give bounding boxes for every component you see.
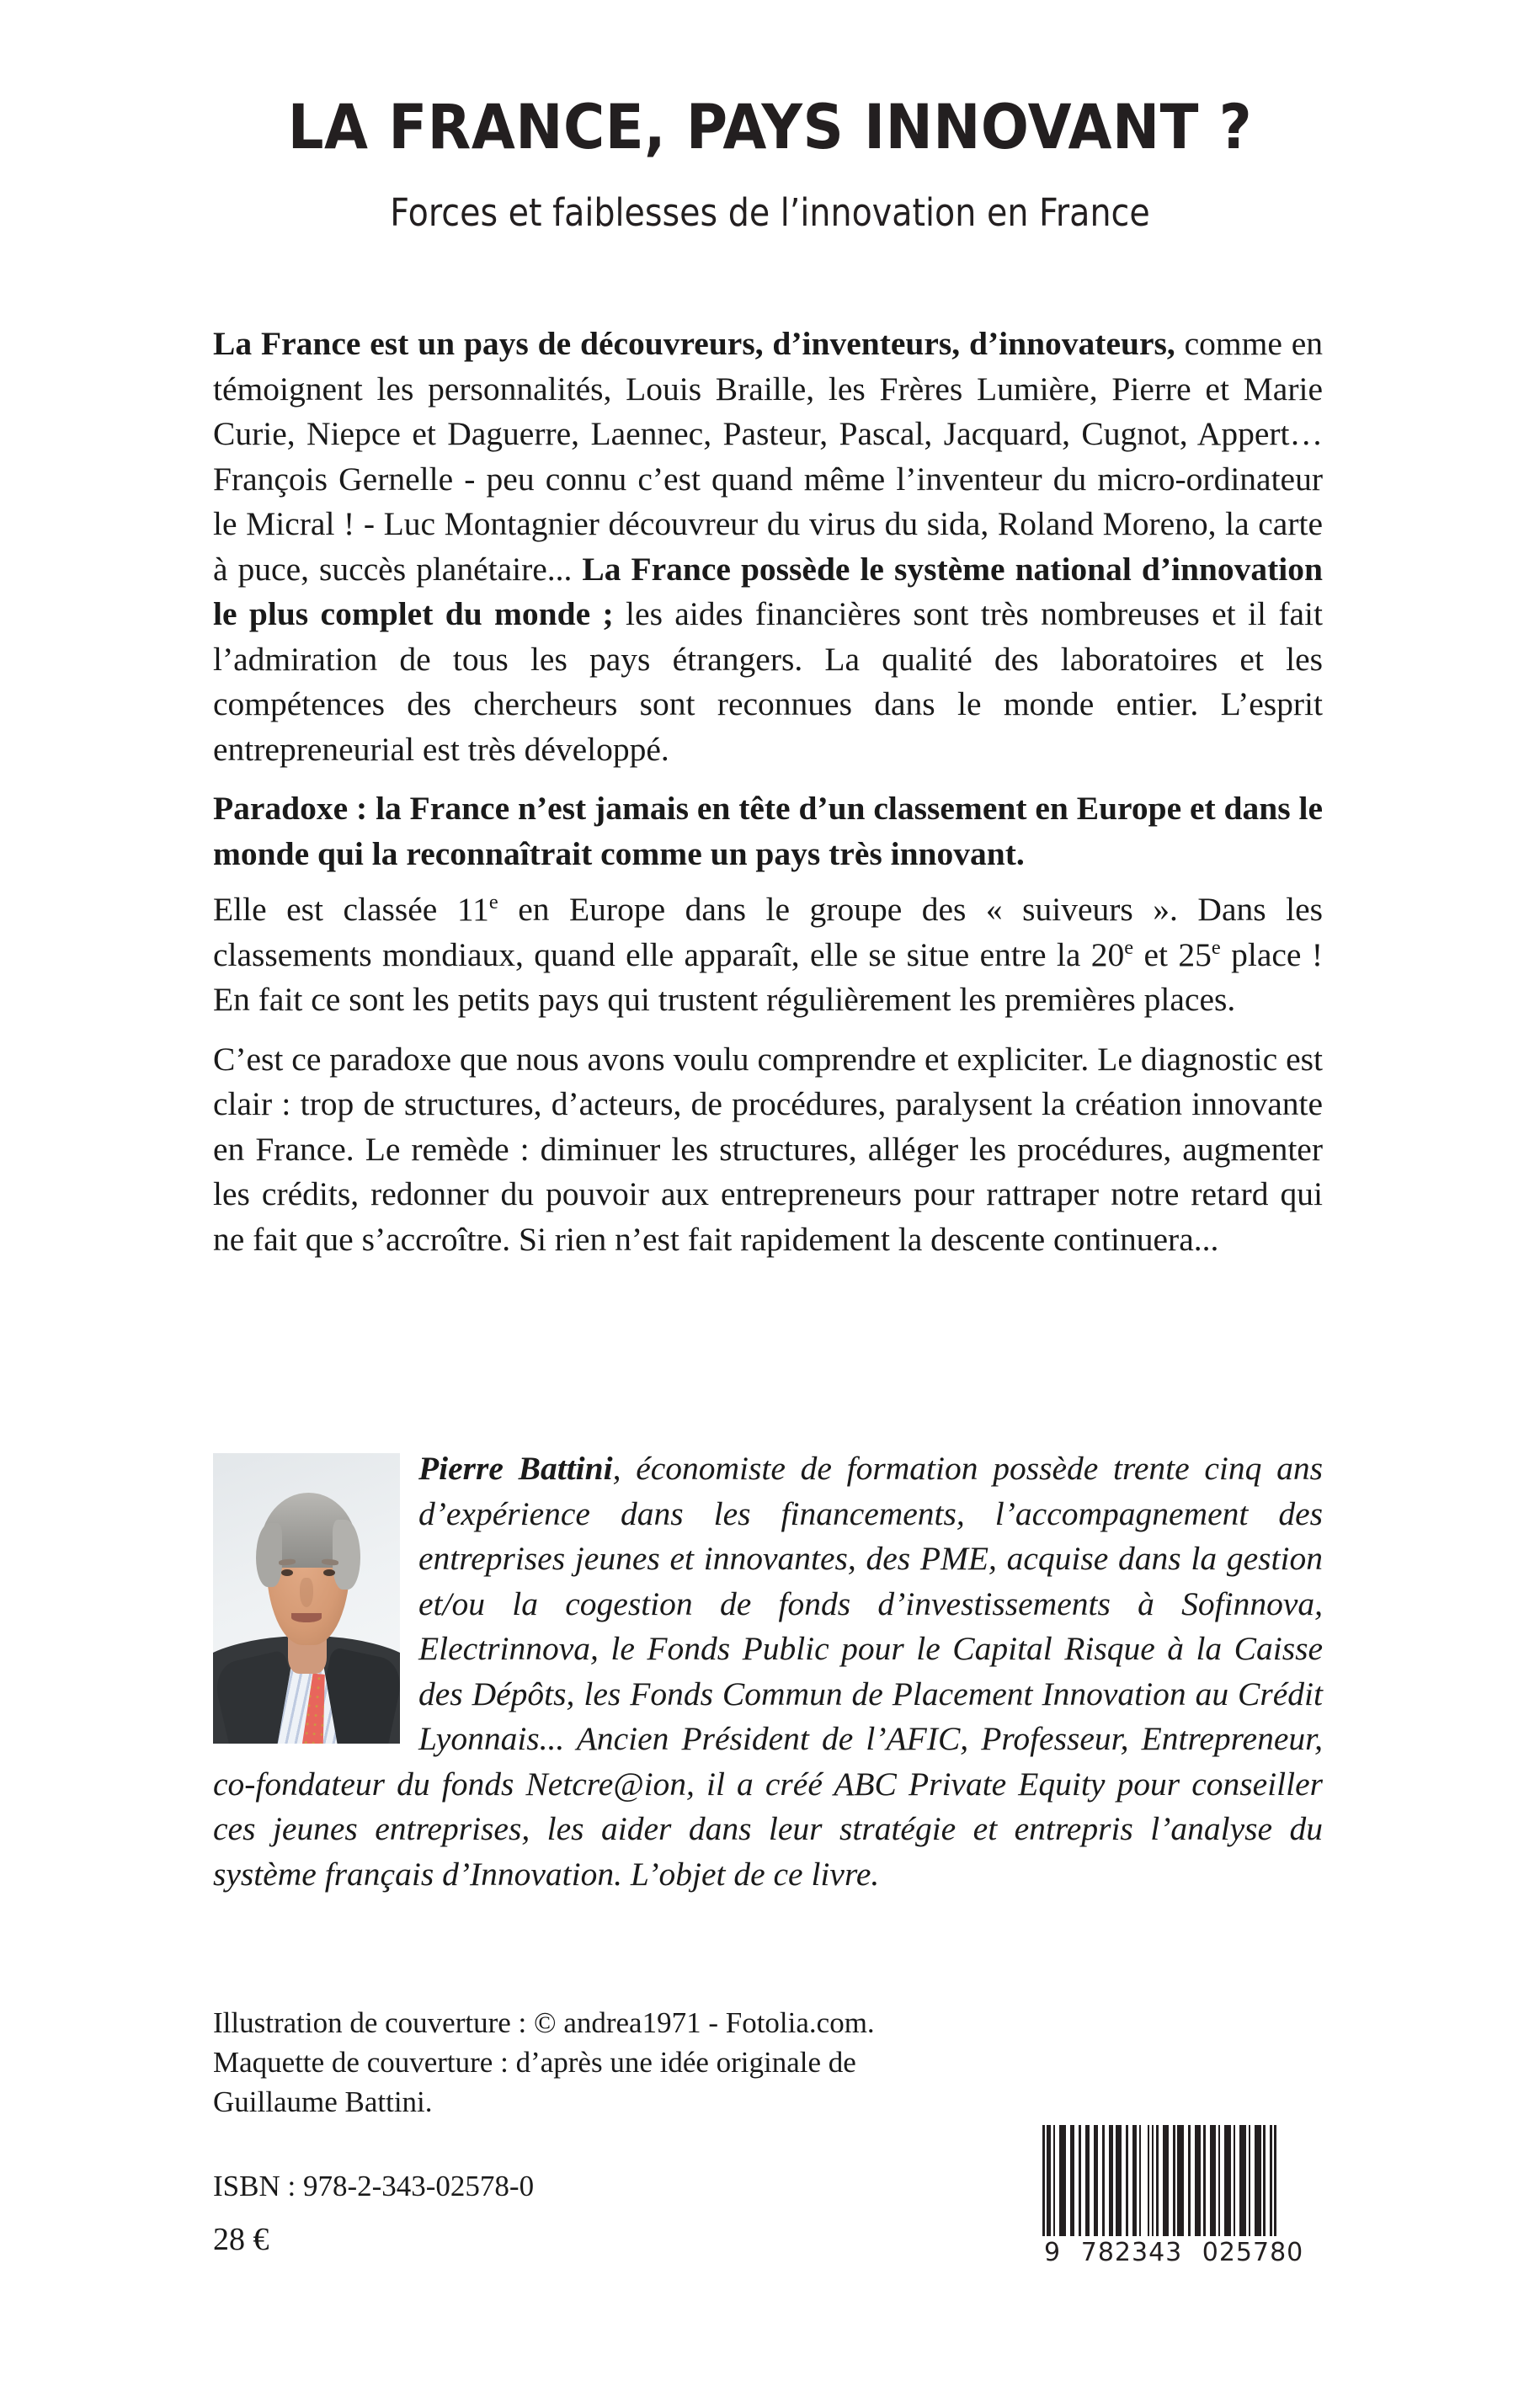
body-text-column <box>213 322 1323 1276</box>
paragraph-1-tail: les aides financières sont très nombreuses et il fait l’admiration de tous les pays étrangers. La qualité des laboratoires et les compétences des chercheurs sont reconnues dans le monde entier. L’esprit entrepreneurial est très développé. <box>213 595 1323 768</box>
paragraph-3-part-d: place ! En fait ce sont les petits pays qui trustent régulièrement les premières places. <box>213 935 1323 1018</box>
barcode-bars <box>1042 2125 1312 2236</box>
author-bio-text: , économiste de formation possède trente cinq ans d’expérience dans les financements, l’accompagnement des entreprises jeunes et innovantes, des PME, acquise dans la gestion et/ou la cogestion de fonds d’investissements à Sofinnova, Electrinnova, le Fonds Public pour le Capital Risque à la Caisse des Dépôts, les Fonds Commun de Placement Innovation au Crédit Lyonnais... Ancien Président de l’AFIC, Professeur, Entrepreneur, co-fondateur du fonds Netcre@ion, il a créé ABC Private Equity pour conseiller ces jeunes entreprises, les aider dans leur stratégie et entrepris l’analyse du système français d’Innovation. L’objet de ce livre. <box>213 1450 1323 1893</box>
paragraph-2-bold: Paradoxe : la France n’est jamais en tête d’un classement en Europe et dans le monde qui la reconnaîtrait comme un pays très innovant. <box>213 790 1323 872</box>
barcode-digit-group-1: 782343 <box>1080 2238 1183 2267</box>
paragraph-1-mid-bold: La France possède le système national d’innovation le plus complet du monde ; <box>213 550 1323 632</box>
cover-illustration-credit: Illustration de couverture : © andrea1971 - Fotolia.com. <box>213 2006 875 2039</box>
page-title: LA FRANCE, PAYS INNOVANT ? <box>287 92 1253 163</box>
paragraph-1-rest: comme en témoignent les personnalités, Louis Braille, les Frères Lumière, Pierre et Marie Curie, Niepce et Daguerre, Laennec, Pasteur, Pascal, Jacquard, Cugnot, Appert… François Gernelle - peu connu c’est quand même l’inventeur du micro-ordinateur le Micral ! - Luc Montagnier découvreur du virus du sida, Roland Moreno, la carte à puce, succès planétaire... <box>213 325 1323 588</box>
isbn-barcode <box>1042 2125 1312 2267</box>
portrait-hair-left <box>256 1523 282 1587</box>
paragraph-1-lead-bold: La France est un pays de découvreurs, d’inventeurs, d’innovateurs, <box>213 325 1175 362</box>
author-name: Pierre Battini <box>418 1450 613 1487</box>
cover-design-credit-line-1: Maquette de couverture : d’après une idée originale de <box>213 2046 856 2079</box>
barcode-digit-group-2: 025780 <box>1202 2238 1304 2267</box>
author-portrait-photo <box>213 1453 400 1744</box>
paragraph-2 <box>213 786 1323 876</box>
price-text: 28 € <box>213 2222 269 2257</box>
barcode-digit-first: 9 <box>1044 2238 1062 2267</box>
paragraph-3 <box>213 887 1323 1023</box>
colophon-block <box>213 2003 971 2122</box>
barcode-digits <box>1042 2238 1312 2267</box>
paragraph-1 <box>213 322 1323 772</box>
portrait-mouth <box>291 1613 322 1622</box>
ordinal-superscript-2: e <box>1124 935 1134 959</box>
title-block <box>0 92 1540 235</box>
ordinal-superscript-3: e <box>1211 935 1221 959</box>
paragraph-3-part-b: en Europe dans le groupe des « suiveurs ». Dans les classements mondiaux, quand elle apparaît, elle se situe entre la 20 <box>213 891 1323 973</box>
cover-design-credit-line-2: Guillaume Battini. <box>213 2085 433 2118</box>
paragraph-4: C’est ce paradoxe que nous avons voulu comprendre et expliciter. Le diagnostic est clair : trop de structures, d’acteurs, de procédures, paralysent la création innovante en France. Le remède : diminuer les structures, alléger les procédures, augmenter les crédits, redonner du pouvoir aux entrepreneurs pour rattraper notre retard qui ne fait que s’accroître. Si rien n’est fait rapidement la descente continuera... <box>213 1040 1323 1258</box>
author-bio-block <box>213 1446 1323 1897</box>
page-subtitle: Forces et faiblesses de l’innovation en France <box>390 190 1150 235</box>
ordinal-superscript-1: e <box>488 890 498 913</box>
paragraph-3-part-a: Elle est classée 11 <box>213 891 489 928</box>
isbn-text: ISBN : 978-2-343-02578-0 <box>213 2170 535 2202</box>
portrait-nose <box>300 1578 313 1607</box>
paragraph-3-part-c: et 25 <box>1133 935 1212 973</box>
